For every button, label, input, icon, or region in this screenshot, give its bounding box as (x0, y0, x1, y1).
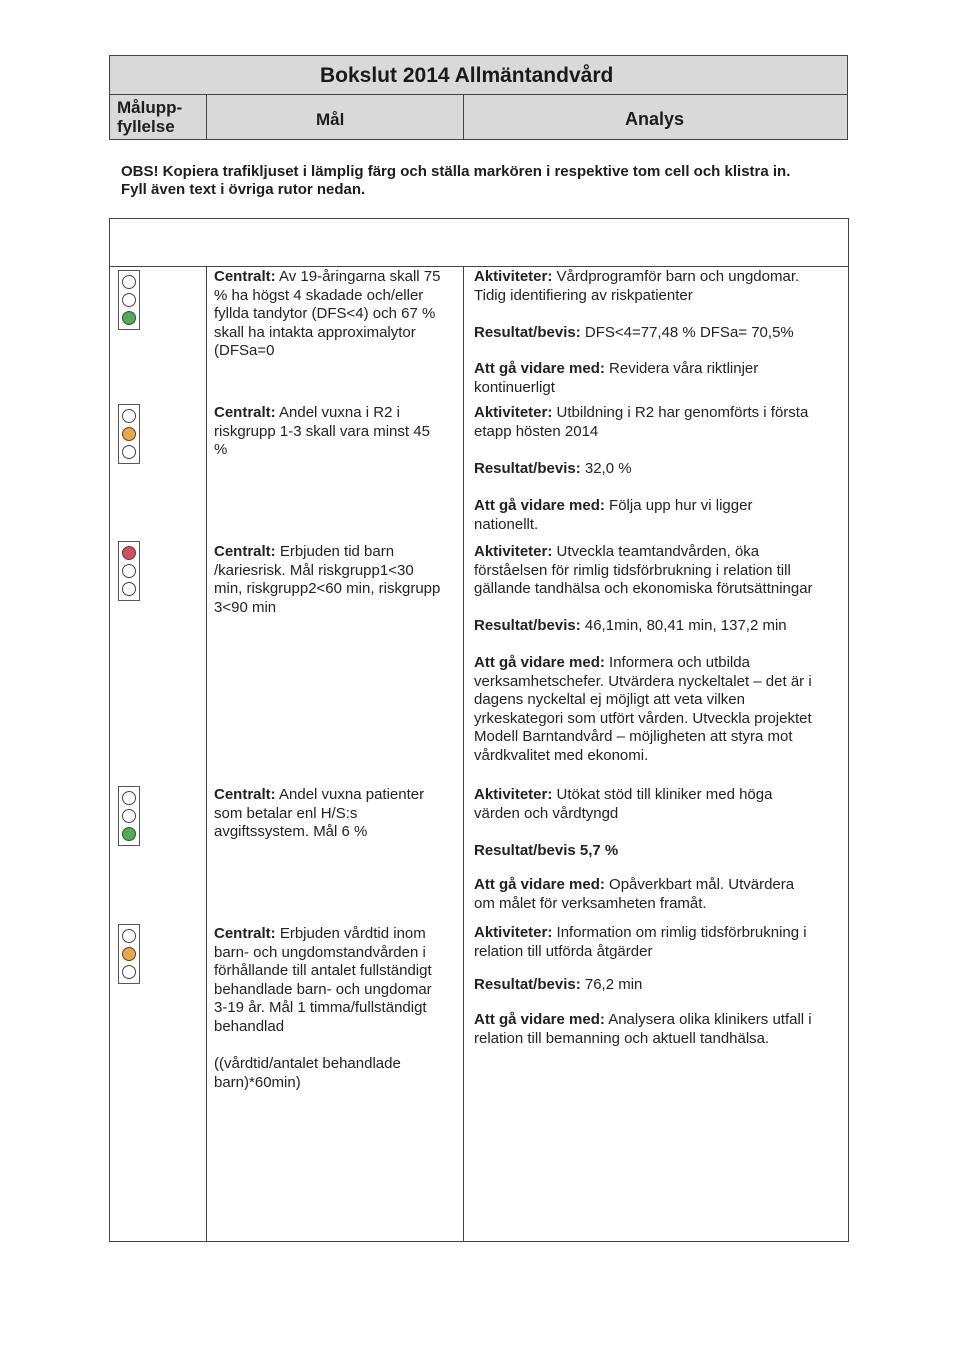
goal-text-line (214, 786, 462, 805)
goal-text-span: behandlad (214, 1017, 285, 1035)
goal-text-span: Av 19-åringarna skall 75 (275, 268, 441, 285)
next-steps-label: Att gå vidare med: (474, 360, 605, 377)
analysis-next-steps-span: verksamhetschefer. Utvärdera nyckeltalet – det är i (474, 672, 812, 690)
goal-text-line (214, 580, 462, 599)
traffic-light-lamp-icon (122, 427, 136, 441)
goal-label: Centralt: (214, 925, 276, 942)
goal-text (214, 404, 462, 460)
traffic-light-lamp-icon (122, 293, 136, 307)
goal-text-line (214, 423, 462, 442)
analysis-next-steps-line (474, 379, 844, 398)
goal-text-span: Andel vuxna i R2 i (275, 404, 400, 421)
analysis-activities (474, 543, 844, 599)
goal-text-line (214, 999, 462, 1018)
traffic-light-lamp-icon (122, 827, 136, 841)
goal-formula-line (214, 1074, 462, 1093)
analysis-activities-span: Vårdprogramför barn och ungdomar. (552, 268, 800, 285)
analysis-activities-line (474, 580, 844, 599)
goal-text-span: riskgrupp 1-3 skall vara minst 45 (214, 422, 430, 440)
analysis-next-steps-span: nationellt. (474, 515, 539, 533)
goal-text-line (214, 287, 462, 306)
goal-spacer (214, 1036, 462, 1055)
goal-text-span: Erbjuden tid barn (275, 543, 395, 560)
goal-text-span: (DFSa=0 (214, 342, 275, 359)
next-steps-label: Att gå vidare med: (474, 654, 605, 671)
traffic-light-lamp-icon (122, 311, 136, 325)
goal-text (214, 268, 462, 361)
goal-text-line (214, 981, 462, 1000)
goal-label: Centralt: (214, 786, 276, 803)
goal-text-line (214, 543, 462, 562)
goals-table-col-divider-1 (206, 266, 207, 1241)
instruction-note-line2: Fyll även text i övriga rutor nedan. (121, 181, 366, 198)
analysis-next-steps-span: om målet för verksamheten framåt. (474, 894, 707, 912)
analysis-next-steps-span: dagens nyckeltal ej möjligt att veta vilken (474, 691, 745, 708)
traffic-light (118, 404, 140, 464)
activities-label: Aktiviteter: (474, 786, 553, 803)
traffic-light-lamp-icon (122, 965, 136, 979)
result-value: 46,1min, 80,41 min, 137,2 min (580, 617, 787, 634)
analysis-next-steps-span: Opåverkbart mål. Utvärdera (604, 876, 795, 893)
analysis-result (474, 460, 844, 479)
analysis-activities (474, 268, 844, 305)
traffic-light-lamp-icon (122, 809, 136, 823)
analysis-activities-line (474, 924, 844, 943)
goal-text-line (214, 324, 462, 343)
goal-text (214, 925, 462, 1092)
traffic-light (118, 924, 140, 984)
goal-text-span: min, riskgrupp2<60 min, riskgrupp (214, 580, 441, 597)
analysis-next-steps-span: kontinuerligt (474, 378, 555, 396)
analysis-next-steps-line (474, 497, 844, 516)
goal-text (214, 543, 462, 617)
goal-text (214, 786, 462, 842)
analysis-next-steps-span: Modell Barntandvård – möjligheten att styra mot (474, 728, 793, 745)
analysis-activities (474, 786, 844, 823)
column-header-analys: Analys (625, 109, 685, 129)
goal-text-line (214, 599, 462, 618)
activities-label: Aktiviteter: (474, 924, 553, 941)
analysis-activities-line (474, 805, 844, 824)
analysis-activities-span: etapp hösten 2014 (474, 422, 599, 440)
goal-text-line (214, 562, 462, 581)
analysis-next-steps-span: Analysera olika klinikers utfall i (604, 1011, 812, 1028)
goal-text-span: /kariesrisk. Mål riskgrupp1<30 (214, 561, 414, 579)
traffic-light-lamp-icon (122, 582, 136, 596)
analysis-activities (474, 404, 844, 441)
analysis-activities-line (474, 268, 844, 287)
goal-text-line (214, 962, 462, 981)
result-label: Resultat/bevis: (474, 460, 581, 477)
goal-text-span: % ha högst 4 skadade och/eller (214, 286, 424, 304)
goal-text-line (214, 268, 462, 287)
page-title: Bokslut 2014 Allmäntandvård (320, 64, 614, 87)
result-value: 76,2 min (580, 976, 643, 993)
analysis-activities-line (474, 786, 844, 805)
column-header-maluppfyllelse-line1: Målupp- (117, 98, 183, 117)
goal-text-line (214, 1018, 462, 1037)
goal-text-span: skall ha intakta approximalytor (214, 323, 416, 341)
goal-text-line (214, 944, 462, 963)
goal-text-span: fyllda tandytor (DFS<4) och 67 % (214, 305, 436, 322)
analysis-next-steps-line (474, 360, 844, 379)
goal-text-span: som betalar enl H/S:s (214, 804, 358, 822)
analysis-next-steps-line (474, 673, 844, 692)
result-label: Resultat/bevis 5,7 % (474, 842, 619, 859)
activities-label: Aktiviteter: (474, 543, 553, 560)
traffic-light (118, 786, 140, 846)
analysis-activities-line (474, 423, 844, 442)
goal-text-span: behandlade barn- och ungdomar (214, 980, 432, 998)
column-header-maluppfyllelse (117, 98, 182, 136)
analysis-activities-span: förståelsen för rimlig tidsförbrukning i relation till (474, 561, 791, 579)
header-col-divider-1 (206, 94, 207, 140)
analysis-activities-span: relation till utförda åtgärder (474, 942, 653, 960)
analysis-activities-line (474, 543, 844, 562)
activities-label: Aktiviteter: (474, 404, 553, 421)
analysis-activities-span: värden och vårdtyngd (474, 804, 619, 822)
traffic-light-lamp-icon (122, 791, 136, 805)
analysis-result (474, 842, 844, 861)
analysis-activities (474, 924, 844, 961)
analysis-result (474, 976, 844, 995)
analysis-next-steps (474, 360, 844, 397)
goal-text-span: % (214, 441, 228, 458)
header-divider (110, 94, 847, 95)
traffic-light-lamp-icon (122, 546, 136, 560)
analysis-next-steps-line (474, 895, 844, 914)
header-col-divider-2 (463, 94, 464, 140)
traffic-light-lamp-icon (122, 929, 136, 943)
analysis-next-steps-span: yrkeskategori som utfört vården. Utveckla projektet (474, 709, 812, 727)
result-label: Resultat/bevis: (474, 976, 581, 993)
analysis-next-steps-line (474, 747, 844, 766)
analysis-activities-span: Utökat stöd till kliniker med höga (552, 786, 773, 803)
traffic-light-lamp-icon (122, 409, 136, 423)
goals-table-header-divider (110, 266, 848, 267)
analysis-next-steps-line (474, 1011, 844, 1030)
goal-text-line (214, 805, 462, 824)
analysis-next-steps-line (474, 516, 844, 535)
analysis-activities-span: Utveckla teamtandvården, öka (552, 543, 760, 560)
analysis-activities-span: Utbildning i R2 har genomförts i första (552, 404, 809, 421)
goal-text-line (214, 305, 462, 324)
column-header-maluppfyllelse-line2: fyllelse (117, 117, 175, 136)
analysis-next-steps-line (474, 691, 844, 710)
analysis-activities-line (474, 404, 844, 423)
instruction-note (121, 163, 851, 199)
result-value: 32,0 % (580, 460, 632, 477)
goal-text-line (214, 441, 462, 460)
analysis-next-steps (474, 876, 844, 913)
analysis-next-steps (474, 497, 844, 534)
traffic-light-lamp-icon (122, 445, 136, 459)
analysis-activities-line (474, 943, 844, 962)
result-value: DFS<4=77,48 % DFSa= 70,5% (580, 324, 794, 341)
analysis-next-steps-span: relation till bemanning och aktuell tandhälsa. (474, 1029, 770, 1047)
traffic-light-lamp-icon (122, 564, 136, 578)
goal-text-span: avgiftssystem. Mål 6 % (214, 823, 368, 840)
next-steps-label: Att gå vidare med: (474, 1011, 605, 1028)
goal-label: Centralt: (214, 404, 276, 421)
goal-text-line (214, 925, 462, 944)
traffic-light (118, 541, 140, 601)
goal-text-span: 3<90 min (214, 598, 277, 616)
analysis-result (474, 324, 844, 343)
analysis-next-steps-line (474, 710, 844, 729)
goal-text-line (214, 823, 462, 842)
goal-formula-line (214, 1055, 462, 1074)
analysis-next-steps-span: Revidera våra riktlinjer (604, 360, 759, 377)
goal-formula-span: ((vårdtid/antalet behandlade (214, 1055, 401, 1072)
instruction-note-line1: OBS! Kopiera trafikljuset i lämplig färg och ställa markören i respektive tom cell och klistra in. (121, 163, 791, 180)
goal-text-line (214, 404, 462, 423)
result-label: Resultat/bevis: (474, 617, 581, 634)
goal-label: Centralt: (214, 543, 276, 560)
analysis-next-steps-line (474, 728, 844, 747)
analysis-next-steps-span: vårdkvalitet med ekonomi. (474, 746, 649, 764)
column-header-mal: Mål (316, 110, 345, 129)
goals-table-col-divider-2 (463, 266, 464, 1241)
analysis-activities-line (474, 287, 844, 306)
analysis-next-steps-span: Följa upp hur vi ligger (604, 497, 753, 514)
analysis-next-steps-line (474, 876, 844, 895)
next-steps-label: Att gå vidare med: (474, 876, 605, 893)
analysis-activities-span: gällande tandhälsa och ekonomiska förutsättningar (474, 580, 813, 597)
analysis-next-steps (474, 1011, 844, 1048)
analysis-result (474, 617, 844, 636)
analysis-next-steps (474, 654, 844, 765)
analysis-activities-span: Information om rimlig tidsförbrukning i (552, 924, 807, 941)
traffic-light-lamp-icon (122, 947, 136, 961)
goal-text-span: Andel vuxna patienter (275, 786, 425, 803)
goal-text-span: 3-19 år. Mål 1 timma/fullständigt (214, 999, 427, 1016)
analysis-next-steps-span: Informera och utbilda (604, 654, 750, 671)
goal-text-span: Erbjuden vårdtid inom (275, 925, 426, 942)
analysis-next-steps-line (474, 654, 844, 673)
traffic-light-lamp-icon (122, 275, 136, 289)
result-label: Resultat/bevis: (474, 324, 581, 341)
goal-label: Centralt: (214, 268, 276, 285)
analysis-activities-line (474, 562, 844, 581)
analysis-next-steps-line (474, 1030, 844, 1049)
goal-text-span: barn- och ungdomstandvården i (214, 943, 426, 961)
goal-text-line (214, 342, 462, 361)
activities-label: Aktiviteter: (474, 268, 553, 285)
goal-formula-span: barn)*60min) (214, 1073, 301, 1091)
next-steps-label: Att gå vidare med: (474, 497, 605, 514)
analysis-activities-span: Tidig identifiering av riskpatienter (474, 286, 693, 304)
goal-text-span: förhållande till antalet fullständigt (214, 962, 432, 979)
traffic-light (118, 270, 140, 330)
